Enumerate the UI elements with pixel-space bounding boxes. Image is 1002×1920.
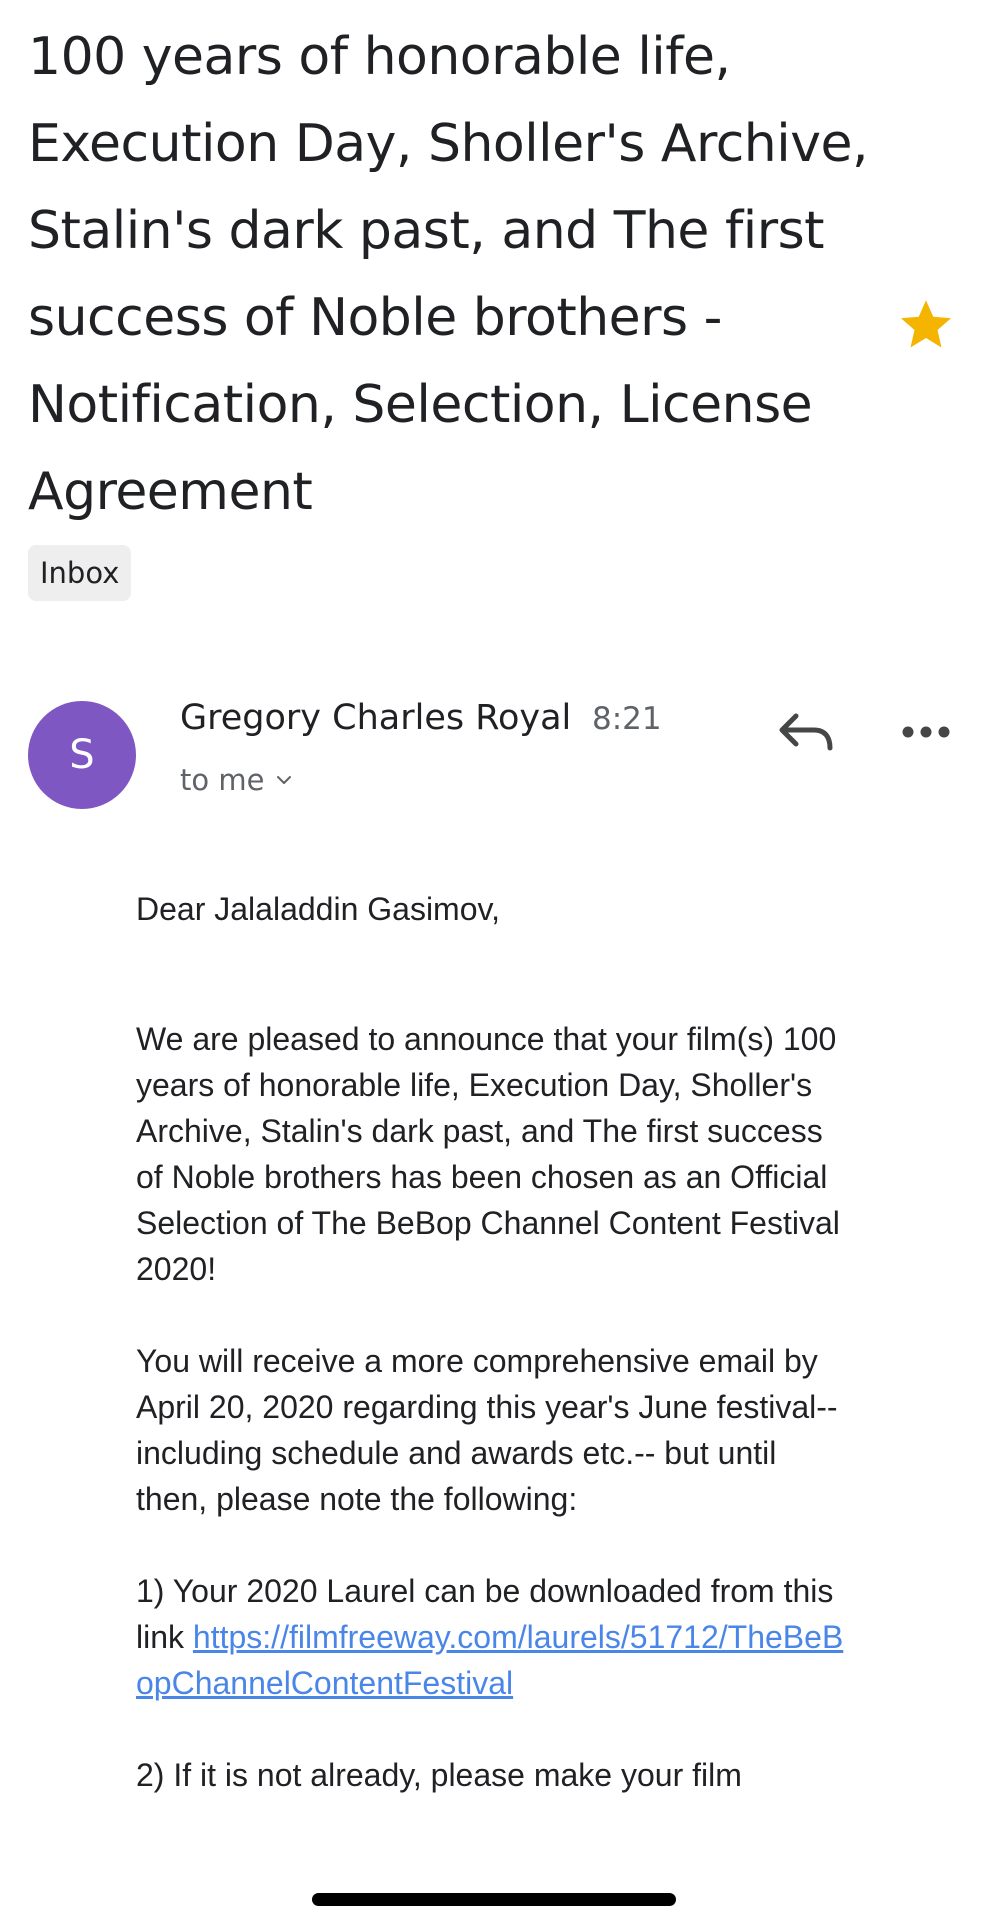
email-paragraph-selection: We are pleased to announce that your film(s) 100 years of honorable life, Execution Day, Sholler's Archive, Stalin's dark past, and The first success of Noble brothers has been chosen as an Official Selection of The BeBop Channel Content Festival 2020! <box>136 1021 840 1287</box>
chevron-down-icon <box>274 770 294 790</box>
sender-name: Gregory Charles Royal <box>180 698 572 738</box>
laurel-download-link[interactable]: https://filmfreeway.com/laurels/51712/TheBeBopChannelContentFestival <box>136 1619 844 1701</box>
home-indicator[interactable] <box>312 1893 676 1906</box>
email-item-film: 2) If it is not already, please make your film <box>136 1757 742 1793</box>
message-time: 8:21 <box>592 701 662 737</box>
email-paragraph-schedule: You will receive a more comprehensive email by April 20, 2020 regarding this year's June festival-- including schedule and awards etc.-- but until then, please note the following: <box>136 1343 838 1517</box>
email-greeting: Dear Jalaladdin Gasimov, <box>136 891 501 927</box>
recipient-label: to me <box>180 763 265 797</box>
reply-icon[interactable] <box>774 706 838 758</box>
label-chip-inbox[interactable]: Inbox <box>28 545 131 601</box>
sender-avatar[interactable]: S <box>28 701 136 809</box>
laurel-item-text: 1) Your 2020 Laurel can be downloaded from this link <box>136 1573 834 1655</box>
more-options-icon[interactable] <box>896 712 956 752</box>
recipient-details-toggle[interactable] <box>180 758 294 802</box>
email-item-laurel <box>136 1568 856 1706</box>
email-body <box>136 886 856 1798</box>
star-icon[interactable] <box>896 294 956 354</box>
email-subject: 100 years of honorable life, Execution Day, Sholler's Archive, Stalin's dark past, and The first success of Noble brothers - Notification, Selection, License Agreement <box>28 27 869 522</box>
